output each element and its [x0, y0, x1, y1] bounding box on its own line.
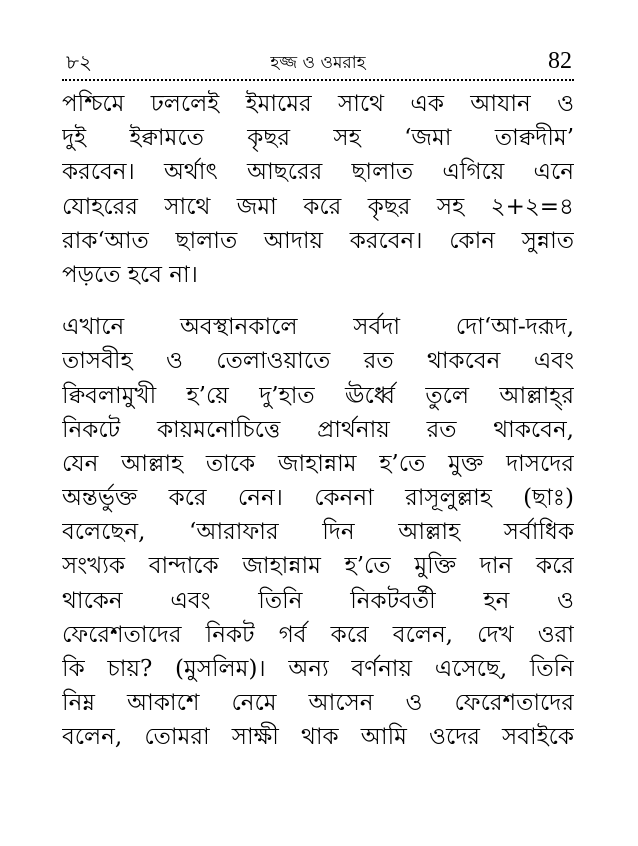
text-line: করবেন। অর্থাৎ আছরের ছালাত এগিয়ে এনে	[62, 159, 574, 186]
text-line: পড়তে হবে না।	[62, 261, 198, 288]
paragraph	[62, 310, 574, 754]
page-number: 82	[548, 48, 572, 74]
page	[62, 48, 574, 755]
paragraph	[62, 87, 574, 292]
text-line: ক্বিবলামুখী হ’য়ে দু’হাত ঊর্ধ্বে তুলে আল্লাহ্‌র	[62, 382, 574, 409]
text-line: দুই ইক্বামতে কৃছর সহ ‘জমা তাক্বদীম’	[62, 125, 574, 152]
text-line: থাকেন এবং তিনি নিকটবর্তী হন ও	[62, 587, 574, 614]
text-line: যেন আল্লাহ তাকে জাহান্নাম হ’তে মুক্ত দাসদের	[62, 450, 574, 477]
text-line: বলেন, তোমরা সাক্ষী থাক আমি ওদের সবাইকে	[62, 724, 574, 751]
text-line: পশ্চিমে ঢললেই ইমামের সাথে এক আযান ও	[62, 91, 574, 117]
text-line: বলেছেন, ‘আরাফার দিন আল্লাহ সর্বাধিক	[62, 519, 574, 546]
text-line: যোহরের সাথে জমা করে কৃছর সহ ২+২=৪	[62, 193, 574, 220]
text-line: নিম্ন আকাশে নেমে আসেন ও ফেরেশতাদের	[62, 690, 574, 717]
text-line: এখানে অবস্থানকালে সর্বদা দো‘আ-দরূদ,	[62, 314, 574, 341]
text-line: সংখ্যক বান্দাকে জাহান্নাম হ’তে মুক্তি দান করে	[62, 553, 574, 580]
text-line: রাক‘আত ছালাত আদায় করবেন। কোন সুন্নাত	[62, 227, 574, 254]
text-line: অন্তর্ভুক্ত করে নেন। কেননা রাসূলুল্লাহ (ছাঃ)	[62, 485, 574, 512]
running-title: হজ্জ ও ওমরাহ	[270, 53, 366, 73]
text-line: ফেরেশতাদের নিকট গর্ব করে বলেন, দেখ ওরা	[62, 621, 574, 648]
text-line: তাসবীহ ও তেলাওয়াতে রত থাকবেন এবং	[62, 348, 574, 375]
text-line: নিকটে কায়মনোচিত্তে প্রার্থনায় রত থাকবেন,	[62, 416, 574, 443]
text-line: কি চায়? (মুসলিম)। অন্য বর্ণনায় এসেছে, তিনি	[62, 656, 574, 682]
page-header	[62, 48, 574, 78]
page-number-bengali: ৮২	[66, 50, 92, 74]
header-divider	[62, 79, 574, 81]
